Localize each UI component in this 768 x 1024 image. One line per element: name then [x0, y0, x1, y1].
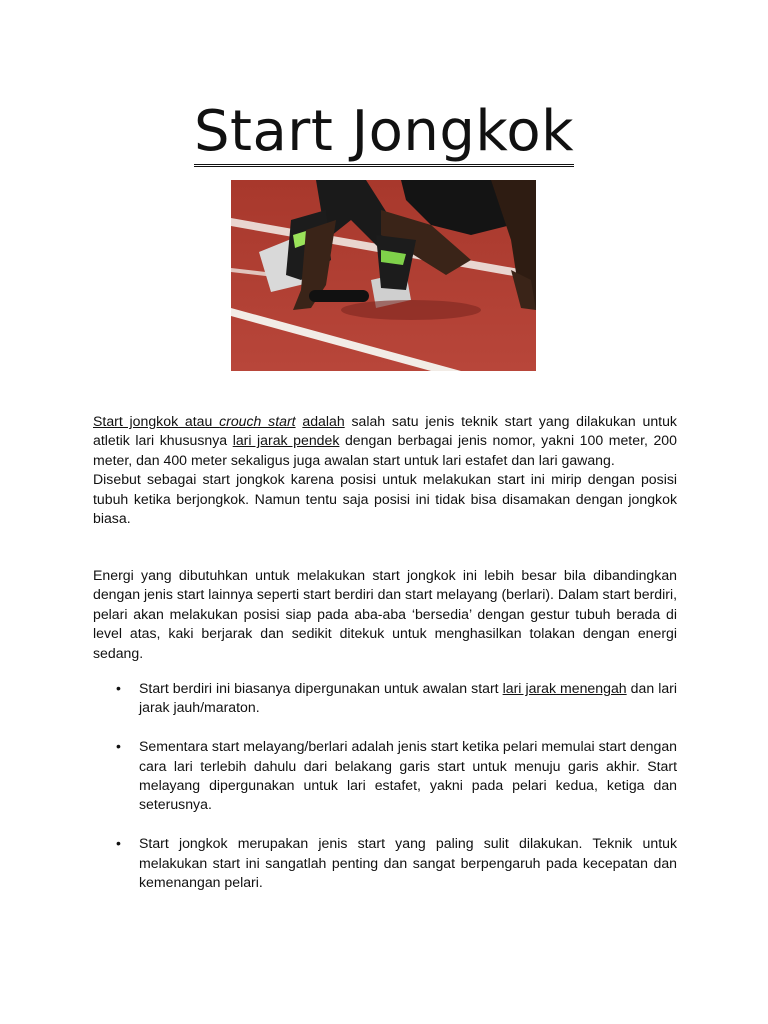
intro-paragraph: Start jongkok atau crouch start adalah salah satu jenis teknik start yang dilakukan untuk atletik lari khususnya lari jarak pendek dengan berbagai jenis nomor, yakni 100 meter, 200 meter, dan 400 meter sekaligus juga awalan start untuk lari estafet dan lari gawang. Disebut sebagai start jongkok karena posisi untuk melakukan start ini mirip dengan posisi tubuh ketika berjongkok. Namun tentu saja posisi ini tidak bisa disamakan dengan jongkok biasa. — [93, 412, 677, 528]
intro-link-start-jongkok[interactable]: Start jongkok atau — [93, 413, 220, 429]
list-item: • Start jongkok merupakan jenis start yang paling sulit dilakukan. Teknik untuk melakukan start ini sangatlah penting dan sangat berpengaruh pada kecepatan dan kemenangan pelari. — [116, 835, 677, 891]
third-paragraph: Energi yang dibutuhkan untuk melakukan start jongkok ini lebih besar bila dibandingkan dengan jenis start lainnya seperti start berdiri dan start melayang (berlari). Dalam start berdiri, pelari akan melakukan posisi siap pada aba-aba ‘bersedia’ dengan gestur tubuh berada di level atas, kaki berjarak dan sedikit ditekuk untuk menghasilkan tolakan dengan energi sedang. — [93, 567, 677, 661]
second-paragraph: Disebut sebagai start jongkok karena posisi untuk melakukan start ini mirip dengan posisi tubuh ketika berjongkok. Namun tentu saja posisi ini tidak bisa disamakan dengan jongkok biasa. — [93, 471, 677, 527]
intro-link-crouch-start[interactable]: crouch start — [219, 413, 296, 429]
link-lari-jarak-menengah[interactable]: lari jarak menengah — [502, 680, 627, 696]
bullet-icon: • — [116, 738, 121, 755]
page-title: Start Jongkok — [0, 98, 768, 166]
intro-link-lari-jarak-pendek[interactable]: lari jarak pendek — [232, 432, 340, 449]
intro-link-adalah[interactable]: adalah — [302, 413, 345, 429]
bullet-icon: • — [116, 835, 121, 852]
sprinter-photo — [231, 180, 536, 371]
bullet-list — [93, 679, 677, 912]
list-item: • Start berdiri ini biasanya dipergunakan untuk awalan start lari jarak menengah dan lari jarak jauh/maraton. — [116, 680, 677, 716]
bullet-icon: • — [116, 680, 121, 696]
list-item: • Sementara start melayang/berlari adalah jenis start ketika pelari memulai start dengan cara lari terlebih dahulu dari belakang garis start untuk menuju garis akhir. Start melayang dipergunakan untuk lari estafet, yakni pada pelari kedua, ketiga dan seterusnya. — [116, 738, 677, 813]
